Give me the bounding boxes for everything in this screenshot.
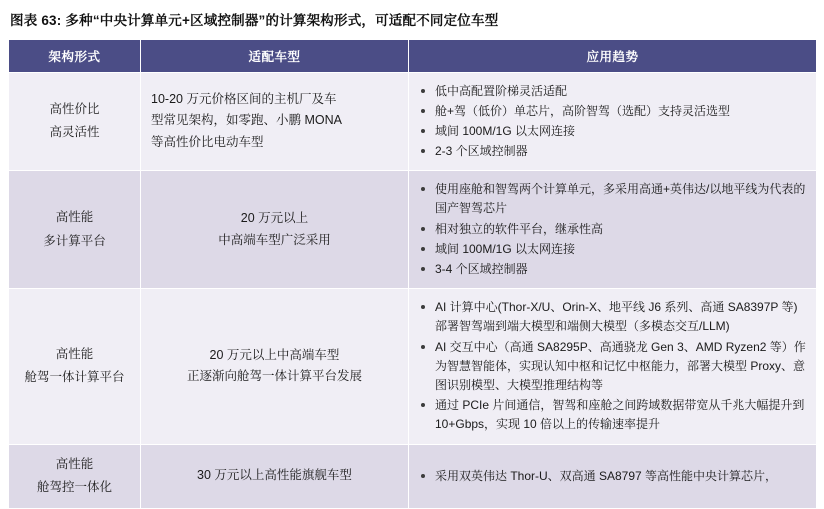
cell-model	[141, 72, 409, 171]
model-line: 中高端车型广泛采用	[218, 232, 331, 247]
model-line: 30 万元以上高性能旗舰车型	[197, 468, 352, 483]
arch-line: 高性能	[55, 456, 94, 471]
table-body	[9, 72, 817, 509]
cell-model	[141, 171, 409, 289]
cell-architecture	[9, 72, 141, 171]
figure-caption-label: 图表 63:	[10, 13, 62, 28]
list-item: 通过 PCIe 片间通信，智驾和座舱之间跨域数据带宽从千兆大幅提升到 10+Gbps，实现 10 倍以上的传输速率提升	[433, 396, 806, 434]
model-line: 等高性价比电动车型	[151, 135, 264, 150]
column-header-model: 适配车型	[141, 39, 409, 72]
cell-trend	[409, 171, 817, 289]
trend-list	[415, 298, 806, 434]
arch-line: 高性价比	[49, 101, 100, 116]
column-header-architecture: 架构形式	[9, 39, 141, 72]
table-row	[9, 444, 817, 509]
list-item: 2-3 个区域控制器	[433, 142, 806, 161]
arch-line: 舱驾控一体化	[36, 480, 112, 495]
list-item: 域间 100M/1G 以太网连接	[433, 122, 806, 141]
cell-trend	[409, 72, 817, 171]
trend-list	[415, 82, 806, 162]
architecture-table	[8, 39, 817, 509]
column-header-trend: 应用趋势	[409, 39, 817, 72]
figure-caption	[10, 12, 816, 30]
model-line: 20 万元以上中高端车型	[209, 347, 340, 362]
cell-model	[141, 444, 409, 509]
model-line: 型常见架构，如零跑、小鹏 MONA	[151, 113, 342, 128]
cell-model	[141, 289, 409, 444]
cell-architecture	[9, 444, 141, 509]
list-item: AI 计算中心(Thor-X/U、Orin-X、地平线 J6 系列、高通 SA8397P 等)部署智驾端到端大模型和端侧大模型（多模态交互/LLM)	[433, 298, 806, 336]
list-item: 采用双英伟达 Thor-U、双高通 SA8797 等高性能中央计算芯片，	[433, 467, 806, 486]
arch-line: 高性能	[55, 210, 94, 225]
cell-trend	[409, 289, 817, 444]
trend-list	[415, 467, 806, 486]
table-header-row	[9, 39, 817, 72]
model-line: 正逐渐向舱驾一体计算平台发展	[186, 369, 362, 384]
list-item: 舱+驾（低价）单芯片，高阶智驾（选配）支持灵活选型	[433, 102, 806, 121]
arch-line: 高性能	[55, 346, 94, 361]
table-row	[9, 72, 817, 171]
list-item: 使用座舱和智驾两个计算单元，多采用高通+英伟达/以地平线为代表的国产智驾芯片	[433, 180, 806, 218]
arch-line: 高灵活性	[49, 125, 100, 140]
model-line: 10-20 万元价格区间的主机厂及车	[151, 91, 337, 106]
figure-caption-text: 多种“中央计算单元+区域控制器”的计算架构形式，可适配不同定位车型	[65, 13, 499, 28]
list-item: 低中高配置阶梯灵活适配	[433, 82, 806, 101]
cell-architecture	[9, 289, 141, 444]
table-header	[9, 39, 817, 72]
list-item: 3-4 个区域控制器	[433, 260, 806, 279]
model-line: 20 万元以上	[240, 210, 309, 225]
list-item: AI 交互中心（高通 SA8295P、高通骁龙 Gen 3、AMD Ryzen2 等）作为智慧智能体，实现认知中枢和记忆中枢能力，部署大模型 Proxy、意图识别模型、大模型推理结构等	[433, 338, 806, 396]
cell-architecture	[9, 171, 141, 289]
trend-list	[415, 180, 806, 279]
list-item: 相对独立的软件平台，继承性高	[433, 220, 806, 239]
list-item: 域间 100M/1G 以太网连接	[433, 240, 806, 259]
arch-line: 多计算平台	[43, 233, 106, 248]
table-row	[9, 289, 817, 444]
table-row	[9, 171, 817, 289]
cell-trend	[409, 444, 817, 509]
arch-line: 舱驾一体计算平台	[24, 370, 125, 385]
